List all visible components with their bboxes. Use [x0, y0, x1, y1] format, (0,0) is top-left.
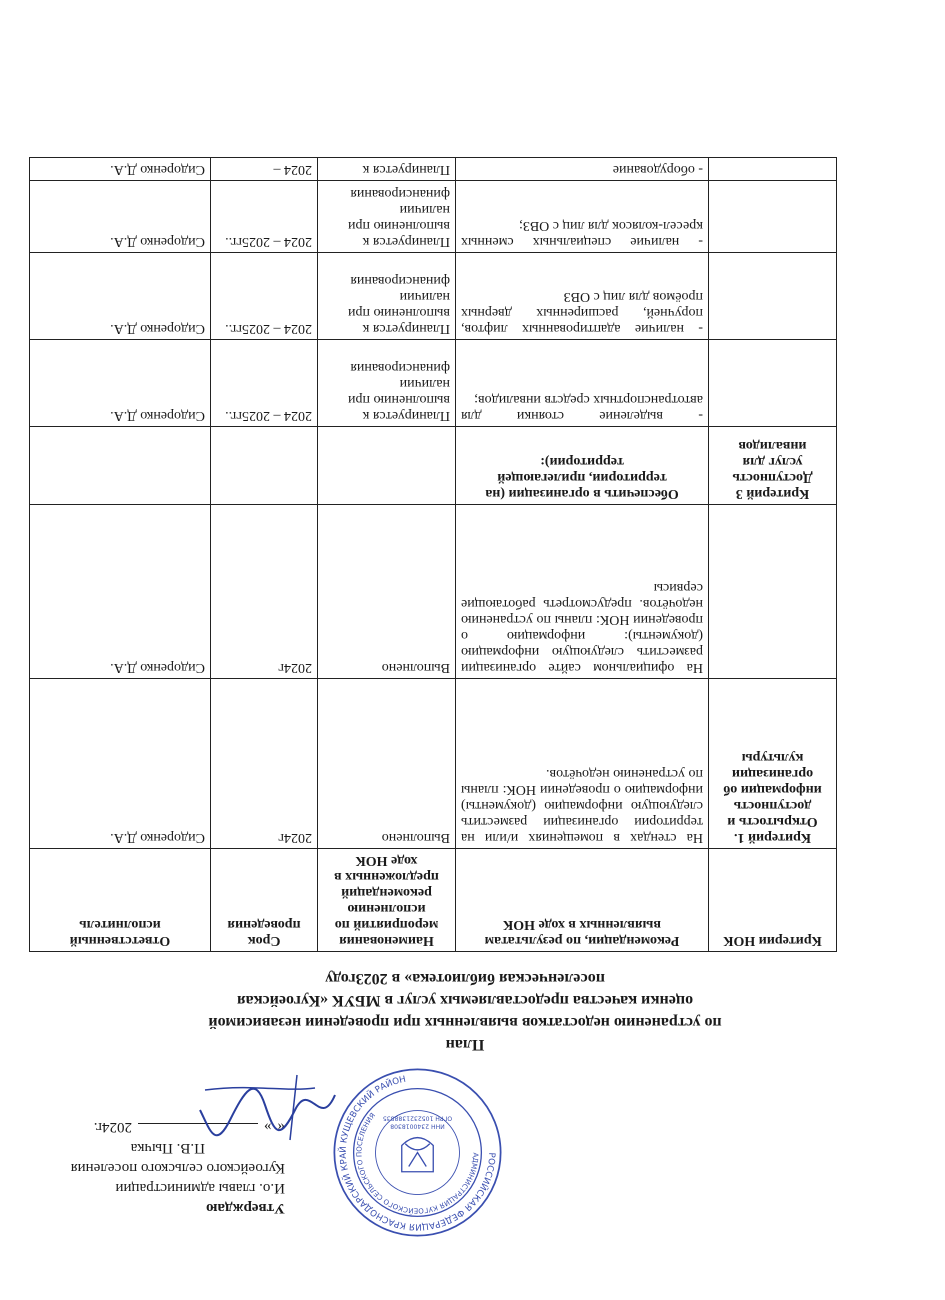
header-criteria: Критерии НОК [709, 849, 837, 952]
responsible-cell: Сидоренко Д.А. [30, 253, 211, 340]
table-row [30, 253, 837, 340]
handwritten-signature [195, 1070, 345, 1150]
responsible-cell: Сидоренко Д.А. [30, 181, 211, 253]
title-line-2: по устранению недостатков выявленных при проведении независимой [208, 1014, 722, 1031]
official-seal [330, 1065, 505, 1240]
header-measures: Наименования мероприятий по исполнению рекомендаций предложенных в ходе НОК [318, 849, 456, 952]
term-cell: 2024 – [211, 158, 318, 181]
measure-cell: Выполнено [318, 505, 456, 679]
recommendation-cell: - выделение стоянки для автотранспортных средств инвалидов; [456, 340, 709, 427]
table-row [30, 679, 837, 849]
responsible-cell: Сидоренко Д.А. [30, 679, 211, 849]
criterion-cell [709, 181, 837, 253]
term-cell: 2024г [211, 679, 318, 849]
recommendation-cell: Обеспечить в организации (на территории, прилегающей территории): [456, 427, 709, 505]
recommendation-cell: - наличие специальных сменных кресел-колясок для лиц с ОВЗ; [456, 181, 709, 253]
responsible-cell [30, 427, 211, 505]
table-row [30, 505, 837, 679]
table-row [30, 158, 837, 181]
title-plan: План [445, 1036, 485, 1053]
table-row [30, 427, 837, 505]
recommendation-cell: На стендах в помещениях и/или на территории организации разместить следующую информацию (документы) информацию о проведении НОК: планы по устранению недочётов. [456, 679, 709, 849]
seal-ogrn: ОГРН 1052321388835 [382, 1114, 453, 1122]
approval-organization: Кугоейского сельского поселения [70, 1160, 285, 1176]
seal-inner-text: АДМИНИСТРАЦИЯ КУГОЕЙСКОГО СЕЛЬСКОГО ПОСЕЛЕНИЯ [355, 1111, 480, 1215]
term-cell: 2024г [211, 505, 318, 679]
approval-name: П.В. Пычка [130, 1140, 205, 1156]
measure-cell: Планируется к выполнению при наличии финансирования [318, 253, 456, 340]
header-responsible: Ответственный исполнитель [30, 849, 211, 952]
term-cell: 2024 – 2025гг.. [211, 181, 318, 253]
date-open-quote: « [277, 1119, 285, 1135]
date-close-quote: » [264, 1119, 272, 1135]
table-row [30, 340, 837, 427]
responsible-cell: Сидоренко Д.А. [30, 505, 211, 679]
title-line-3: оценки качества предоставляемых услуг в МБУК «Кугоейская [236, 992, 694, 1009]
term-cell: 2024 – 2025гг.. [211, 253, 318, 340]
measure-cell: Планируется к выполнению при наличии финансирования [318, 340, 456, 427]
measure-cell [318, 427, 456, 505]
criterion-cell [709, 158, 837, 181]
seal-inn: ИНН 2340018308 [390, 1122, 445, 1130]
coat-of-arms-icon [402, 1138, 434, 1172]
approval-position: И.о. главы администрации [115, 1180, 285, 1196]
term-cell [211, 427, 318, 505]
measure-cell: Планируется к [318, 158, 456, 181]
header-recommendations: Рекомендации, по результатам выявленных в ходе НОК [456, 849, 709, 952]
measure-cell: Выполнено [318, 679, 456, 849]
criterion-cell: Критерий 3 Доступность услуг для инвалидов [709, 427, 837, 505]
responsible-cell: Сидоренко Д.А. [30, 340, 211, 427]
approval-year: 2024г. [93, 1119, 132, 1135]
criterion-cell [709, 505, 837, 679]
seal-outer-text: РОССИЙСКАЯ ФЕДЕРАЦИЯ КРАСНОДАРСКИЙ КРАЙ КУЩЕВСКИЙ РАЙОН [338, 1074, 497, 1232]
document-title [65, 967, 865, 1055]
criterion-cell [709, 340, 837, 427]
criterion-cell: Критерий 1. Открытость и доступность информации об организации культуры [709, 679, 837, 849]
recommendation-cell: - наличие адаптированных лифтов, поручней, расширенных дверных проёмов для лиц с ОВЗ [456, 253, 709, 340]
measure-cell: Планируется к выполнению при наличии финансирования [318, 181, 456, 253]
plan-table [29, 157, 837, 952]
title-line-4: поселенческая библиотека» в 2023году [325, 970, 605, 987]
table-header-row [30, 849, 837, 952]
recommendation-cell: На официальном сайте организации разместить следующую информацию (документы): информацию о проведении НОК: планы по устранению недочётов. предусмотреть работающие сервисы [456, 505, 709, 679]
term-cell: 2024 – 2025гг.. [211, 340, 318, 427]
criterion-cell [709, 253, 837, 340]
responsible-cell: Сидоренко Д.А. [30, 158, 211, 181]
header-term: Срок проведения [211, 849, 318, 952]
approval-heading: Утверждаю [206, 1200, 285, 1216]
table-row [30, 181, 837, 253]
recommendation-cell: - оборудование [456, 158, 709, 181]
